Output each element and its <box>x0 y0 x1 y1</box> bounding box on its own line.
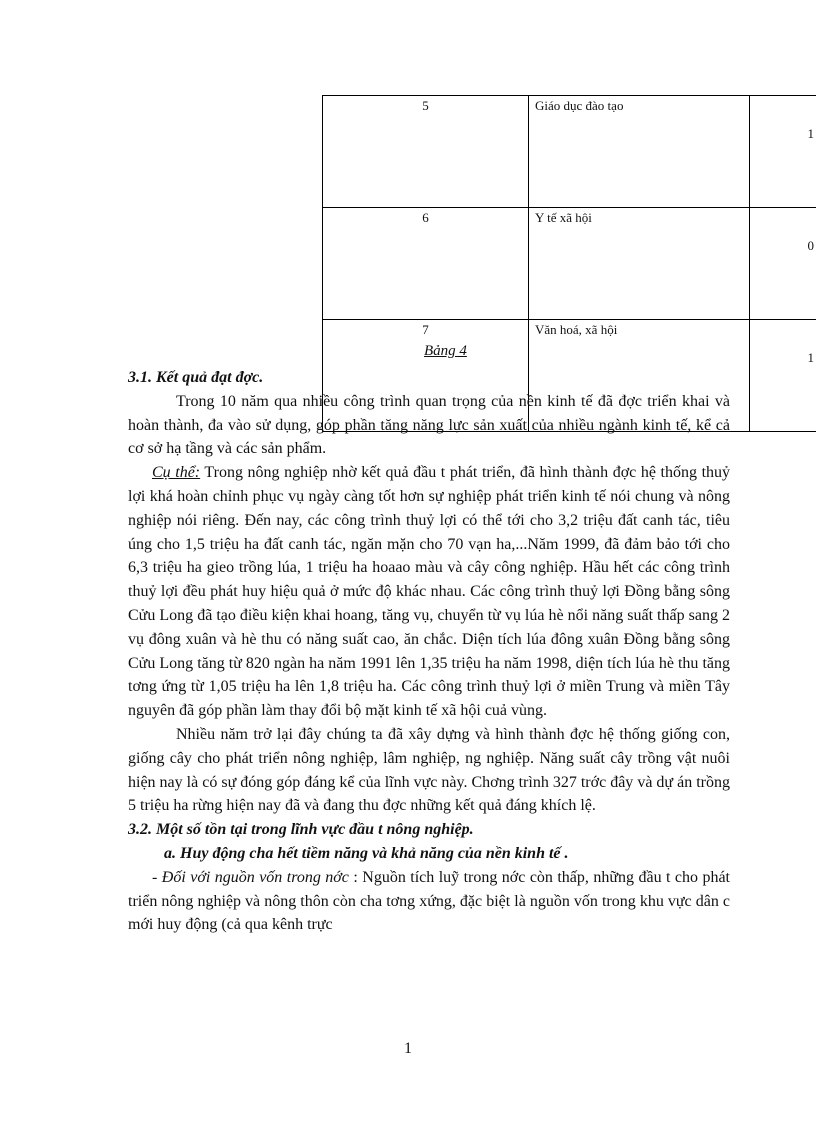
section-heading-results: 3.1. Kết quả đạt đợc. <box>128 369 264 386</box>
page-number: 1 <box>404 1040 412 1057</box>
table-caption: Bảng 4 <box>424 343 467 359</box>
paragraph-domestic-capital <box>128 866 730 937</box>
details-text: Trong nông nghiệp nhờ kết quả đầu t phát triển, đã hình thành đợc hệ thống thuỷ lợi khá hoàn chỉnh phục vụ ngày càng tốt hơn sự nghiệp phát triển kinh tế nói chung và nông nghiệp nói riêng. Đến nay, các công trình thuỷ lợi có thể tới cho 3,2 triệu đất canh tác, tiêu úng cho 1,5 triệu ha đất canh tác, ngăn mặn cho 70 vạn ha,...Năm 1999, đã đảm bảo tới cho 6,3 triệu ha gieo trồng lúa, 1 triệu ha hoaao màu và cây công nghiệp. Hầu hết các công trình thuỷ lợi đều phát huy hiệu quả ở mức độ khác nhau. Các công trình thuỷ lợi Đồng bằng sông Cửu Long đã tạo điều kiện khai hoang, tăng vụ, chuyển từ vụ lúa hè nổi năng suất thấp sang 2 vụ đông xuân và hè thu có năng suất cao, ăn chắc. Diện tích lúa đông xuân Đồng bằng sông Cửu Long tăng từ 820 ngàn ha năm 1991 lên 1,35 triệu ha năm 1998, diện tích lúa hè thu tăng tơng ứng từ 1,05 triệu ha lên 1,8 triệu ha. Các công trình thuỷ lợi ở miền Trung và miền Tây nguyên đã góp phần làm thay đổi bộ mặt kinh tế xã hội cuả vùng. <box>128 464 731 720</box>
paragraph-details <box>128 461 730 723</box>
row-value: 0 <box>750 208 816 320</box>
row-value: 1 <box>750 96 816 208</box>
subheading-mobilization: a. Huy động cha hết tiềm năng và khả năng của nền kinh tế . <box>164 844 569 862</box>
document-body <box>128 366 730 937</box>
row-label: Giáo dục đào tạo <box>529 96 750 208</box>
row-label: Văn hoá, xã hội <box>529 320 750 432</box>
row-value: 1 <box>750 320 816 432</box>
row-number: 5 <box>323 96 529 208</box>
paragraph-overview: Trong 10 năm qua nhiều công trình quan trọng của nền kinh tế đã đợc triển khai và hoàn thành, đa vào sử dụng, góp phần tăng năng lực sản xuất của nhiều ngành kinh tế, kể cả cơ sở hạ tầng và các sản phẩm. <box>128 392 730 458</box>
domestic-capital-text: : Nguồn tích luỹ trong nớc còn thấp, những đầu t cho phát triển nông nghiệp và nông thôn còn cha tơng xứng, đặc biệt là nguồn vốn trong khu vực dân c mới huy động (cả qua kênh trực <box>128 868 731 934</box>
row-number: 7 <box>323 320 529 432</box>
table-row <box>323 96 816 208</box>
section-heading-issues: 3.2. Một số tồn tại trong lĩnh vực đầu t nông nghiệp. <box>128 821 474 839</box>
details-lead: Cụ thể: <box>152 464 201 482</box>
paragraph-seeds: Nhiều năm trở lại đây chúng ta đã xây dựng và hình thành đợc hệ thống giống con, giống cây cho phát triển nông nghiệp, lâm nghiệp, ng nghiệp. Năng suất cây trồng vật nuôi hiện nay là có sự đóng góp đáng kể của lĩnh vực này. Chơng trình 327 trớc đây và dự án trồng 5 triệu ha rừng hiện nay đã và đang thu đợc những kết quả đáng khích lệ. <box>128 725 730 815</box>
domestic-capital-lead: - Đối với nguồn vốn trong nớc <box>152 868 349 886</box>
row-number: 6 <box>323 208 529 320</box>
table-row <box>323 208 816 320</box>
row-label: Y tế xã hội <box>529 208 750 320</box>
